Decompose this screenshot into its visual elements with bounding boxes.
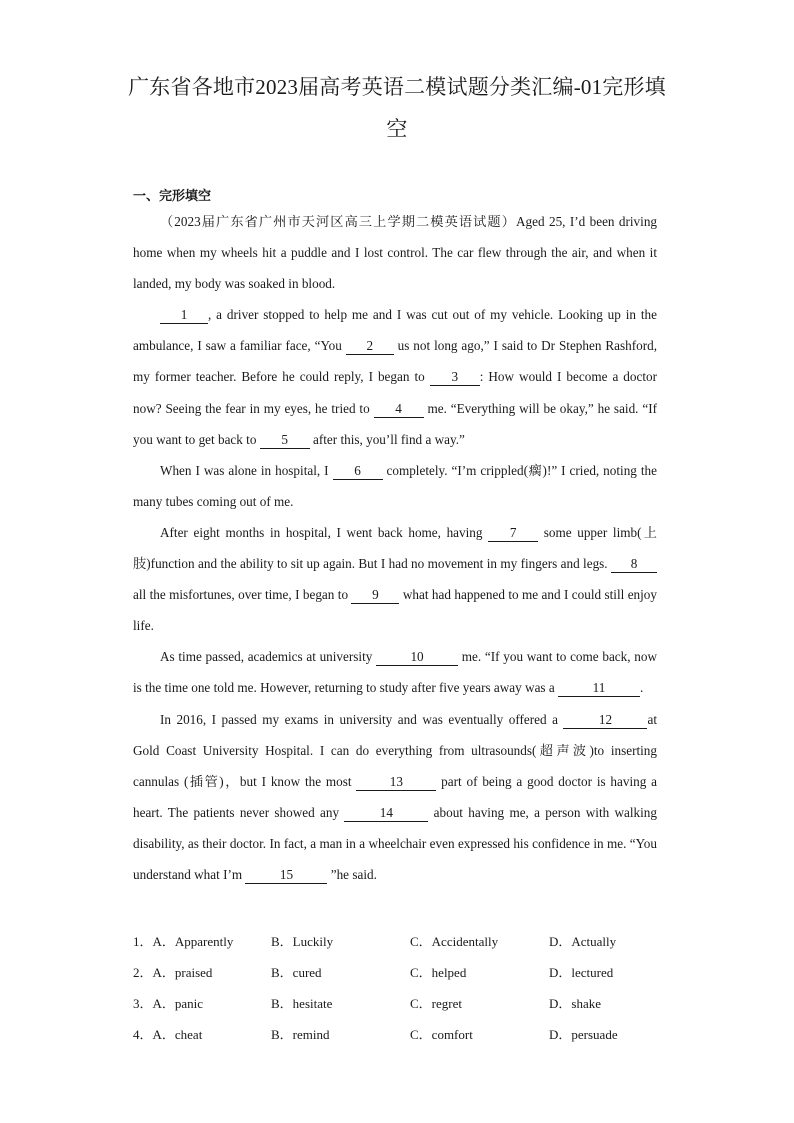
option-1a: 1．A．Apparently [133,934,234,949]
paragraph-text: me. “If you want to come back, now is the time one told me. However, returning to study after five years away was a [133,649,657,696]
option-4b: B．remind [271,1027,330,1042]
question-1-options [133,925,693,956]
paragraph-3 [133,455,657,517]
title-line-1: 广东省各地市2023届高考英语二模试题分类汇编-01完形填 [128,75,666,99]
question-3-options [133,987,693,1018]
paragraph-text: . [640,680,644,696]
paragraph-text: about having me, a person with walking disability, as their doctor. In fact, a man in a wheelchair even expressed his confidence in me. “You understand what I’m [133,804,657,882]
paragraph-text: some upper limb(上肢)function and the ability to sit up again. But I had no movement in my fingers and legs. [133,524,657,572]
option-1d: D．Actually [549,934,617,949]
paragraph-text: us not long ago,” I said to Dr Stephen Rashford, my former teacher. Before he could reply, I began to [133,338,657,385]
paragraph-4 [133,517,657,641]
blank-2: 2 [346,338,394,355]
paragraph-text: at Gold Coast University Hospital. I can do everything from ultrasounds(超声波)to inserting cannulas (插管)，but I know the most [133,711,657,789]
option-3d: D．shake [549,996,601,1011]
paragraph-text: what had happened to me and I could still enjoy life. [133,587,657,634]
blank-5: 5 [260,432,310,449]
blank-8: 8 [611,556,657,573]
option-4c: C．comfort [410,1027,473,1042]
blank-9: 9 [351,587,399,604]
blank-11: 11 [558,680,640,697]
document-title [60,66,734,150]
answer-options [133,925,693,1049]
blank-7: 7 [488,525,538,542]
paragraph-text: After eight months in hospital, I went back home, having [160,524,489,540]
paragraph-text: after this, you’ll find a way.” [309,431,465,447]
blank-1: 1 [160,307,208,324]
blank-4: 4 [374,401,424,418]
paragraph-6 [133,704,657,891]
blank-13: 13 [356,774,436,791]
option-2a: 2．A．praised [133,965,213,980]
source-note: （2023届广东省广州市天河区高三上学期二模英语试题） [160,214,517,229]
title-line-2: 空 [386,117,408,141]
option-2d: D．lectured [549,965,614,980]
option-2b: B．cured [271,965,322,980]
blank-10: 10 [376,649,458,666]
paragraph-5 [133,641,657,703]
passage [133,206,657,890]
blank-14: 14 [344,805,428,822]
paragraph-text: ”he said. [327,866,377,882]
option-4d: D．persuade [549,1027,618,1042]
option-1b: B．Luckily [271,934,334,949]
question-2-options [133,956,693,987]
option-2c: C．helped [410,965,467,980]
paragraph-text: all the misfortunes, over time, I began to [133,587,352,603]
blank-6: 6 [333,463,383,480]
blank-3: 3 [430,369,480,386]
blank-12: 12 [563,712,647,729]
option-3b: B．hesitate [271,996,333,1011]
paragraph-text: When I was alone in hospital, I [160,462,333,478]
paragraph-text: , a driver stopped to help me and I was cut out of my vehicle. Looking up in the ambulance, I saw a familiar face, “You [133,307,657,354]
paragraph-text: completely. “I’m crippled(瘸)!” I cried, noting the many tubes coming out of me. [133,462,657,509]
blank-15: 15 [245,867,327,884]
paragraph-2 [133,299,657,454]
option-1c: C．Accidentally [410,934,499,949]
paragraph-text: : How would I become a doctor now? Seeing the fear in my eyes, he tried to [133,369,657,416]
paragraph-1 [133,206,657,299]
paragraph-text: In 2016, I passed my exams in university and was eventually offered a [160,711,564,727]
question-4-options [133,1018,693,1049]
paragraph-text: me. “Everything will be okay,” he said. “If you want to get back to [133,400,657,447]
paragraph-text: As time passed, academics at university [160,649,377,665]
section-heading: 一、完形填空 [133,188,212,203]
option-3a: 3．A．panic [133,996,204,1011]
option-3c: C．regret [410,996,462,1011]
option-4a: 4．A．cheat [133,1027,203,1042]
paragraph-text: part of being a good doctor is having a heart. The patients never showed any [133,773,658,820]
paragraph-text: Aged 25, I’d been driving home when my wheels hit a puddle and I lost control. The car flew through the air, and when it landed, my body was soaked in blood. [133,214,658,292]
